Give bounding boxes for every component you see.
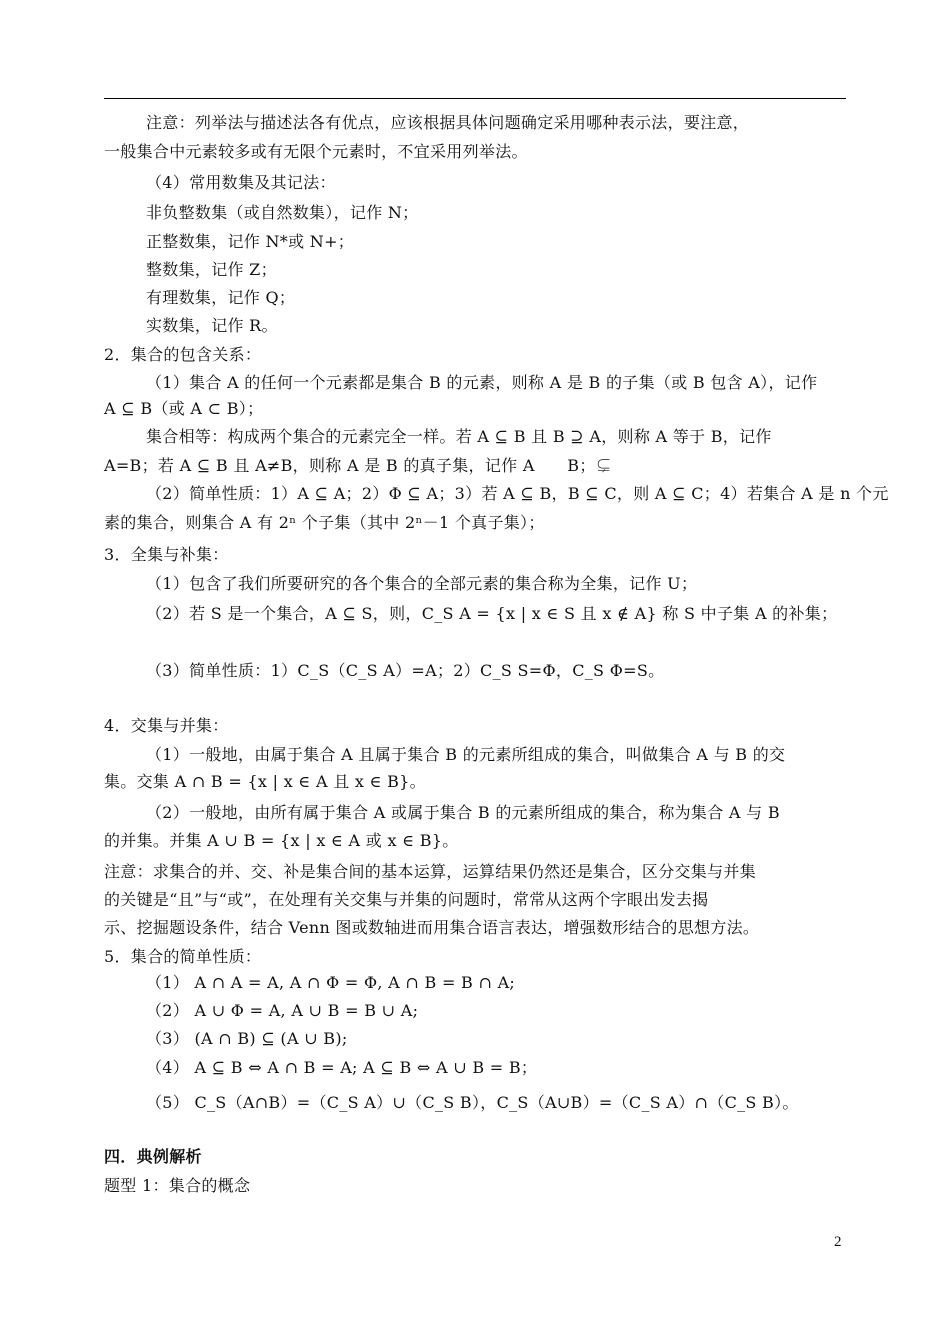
paragraph-line: （1）包含了我们所要研究的各个集合的全部元素的集合称为全集，记作 U； xyxy=(146,574,698,593)
paragraph-line: （1）集合 A 的任何一个元素都是集合 B 的元素，则称 A 是 B 的子集（或 B 包含 A），记作 xyxy=(146,373,818,392)
subheading: 题型 1：集合的概念 xyxy=(104,1176,251,1195)
paragraph-line: 实数集，记作 R。 xyxy=(146,316,278,335)
note-line: 示、挖掘题设条件，结合 Venn 图或数轴进而用集合语言表达，增强数形结合的思想方法。 xyxy=(104,918,760,937)
paragraph-line: A ⊆ B（或 A ⊂ B）； xyxy=(104,399,264,418)
note-line: 注意：求集合的并、交、补是集合间的基本运算，运算结果仍然还是集合，区分交集与并集 xyxy=(104,862,757,881)
paragraph-line: （1）一般地，由属于集合 A 且属于集合 B 的元素所组成的集合，叫做集合 A 与 B 的交 xyxy=(146,745,786,764)
paragraph-line: （3）简单性质：1）C_S（C_S A）=A；2）C_S S=Φ，C_S Φ=S。 xyxy=(146,661,665,680)
section-heading: 四．典例解析 xyxy=(104,1147,202,1166)
paragraph-line: 集。交集 A ∩ B = {x | x ∈ A 且 x ∈ B}。 xyxy=(104,772,426,791)
paragraph-line: 素的集合，则集合 A 有 2ⁿ 个子集（其中 2ⁿ－1 个真子集）； xyxy=(104,513,545,532)
property-line: （2） A ∪ Φ = A, A ∪ B = B ∪ A; xyxy=(146,1001,419,1020)
paragraph-line: 有理数集，记作 Q； xyxy=(146,288,296,307)
section-heading: 2．集合的包含关系： xyxy=(104,345,262,364)
section-heading: 4．交集与并集： xyxy=(104,716,229,735)
paragraph-line: 非负整数集（或自然数集），记作 N； xyxy=(146,203,419,222)
paragraph-line: 的并集。并集 A ∪ B = {x | x ∈ A 或 x ∈ B}。 xyxy=(104,831,459,850)
property-line: （1） A ∩ A = A, A ∩ Φ = Φ, A ∩ B = B ∩ A; xyxy=(146,973,516,992)
paragraph-line: A=B；若 A ⊆ B 且 A≠B，则称 A 是 B 的真子集，记作 A B；⊊ xyxy=(104,456,612,475)
note-line: 注意：列举法与描述法各有优点，应该根据具体问题确定采用哪种表示法，要注意， xyxy=(146,113,750,132)
header-rule xyxy=(104,98,846,99)
note-line: 一般集合中元素较多或有无限个元素时，不宜采用列举法。 xyxy=(104,142,528,161)
property-line: （3） (A ∩ B) ⊆ (A ∪ B); xyxy=(146,1029,348,1048)
paragraph-line: （2）一般地，由所有属于集合 A 或属于集合 B 的元素所组成的集合，称为集合 A 与 B xyxy=(146,803,780,822)
page-number: 2 xyxy=(834,1234,842,1250)
note-line: 的关键是“且”与“或”，在处理有关交集与并集的问题时，常常从这两个字眼出发去揭 xyxy=(104,890,709,909)
paragraph-line: （2）若 S 是一个集合，A ⊆ S，则，C_S A = {x | x ∈ S 且 x ∉ A} 称 S 中子集 A 的补集； xyxy=(146,604,838,623)
property-line: （5） C_S（A∩B）=（C_S A）∪（C_S B），C_S（A∪B）=（C_S A）∩（C_S B）。 xyxy=(146,1093,799,1112)
property-line: （4） A ⊆ B ⇔ A ∩ B = A; A ⊆ B ⇔ A ∪ B = B； xyxy=(146,1058,538,1077)
paragraph-line: 整数集，记作 Z； xyxy=(146,260,277,279)
section-heading: 3．全集与补集： xyxy=(104,545,229,564)
paragraph-line: （4）常用数集及其记法： xyxy=(146,173,336,192)
paragraph-line: 集合相等：构成两个集合的元素完全一样。若 A ⊆ B 且 B ⊇ A，则称 A 等于 B，记作 xyxy=(146,427,772,446)
paragraph-line: （2）简单性质：1）A ⊆ A；2）Φ ⊆ A；3）若 A ⊆ B，B ⊆ C，则 A ⊆ C；4）若集合 A 是 n 个元 xyxy=(146,484,889,503)
paragraph-line: 正整数集，记作 N*或 N+； xyxy=(146,232,355,251)
section-heading: 5．集合的简单性质： xyxy=(104,947,262,966)
